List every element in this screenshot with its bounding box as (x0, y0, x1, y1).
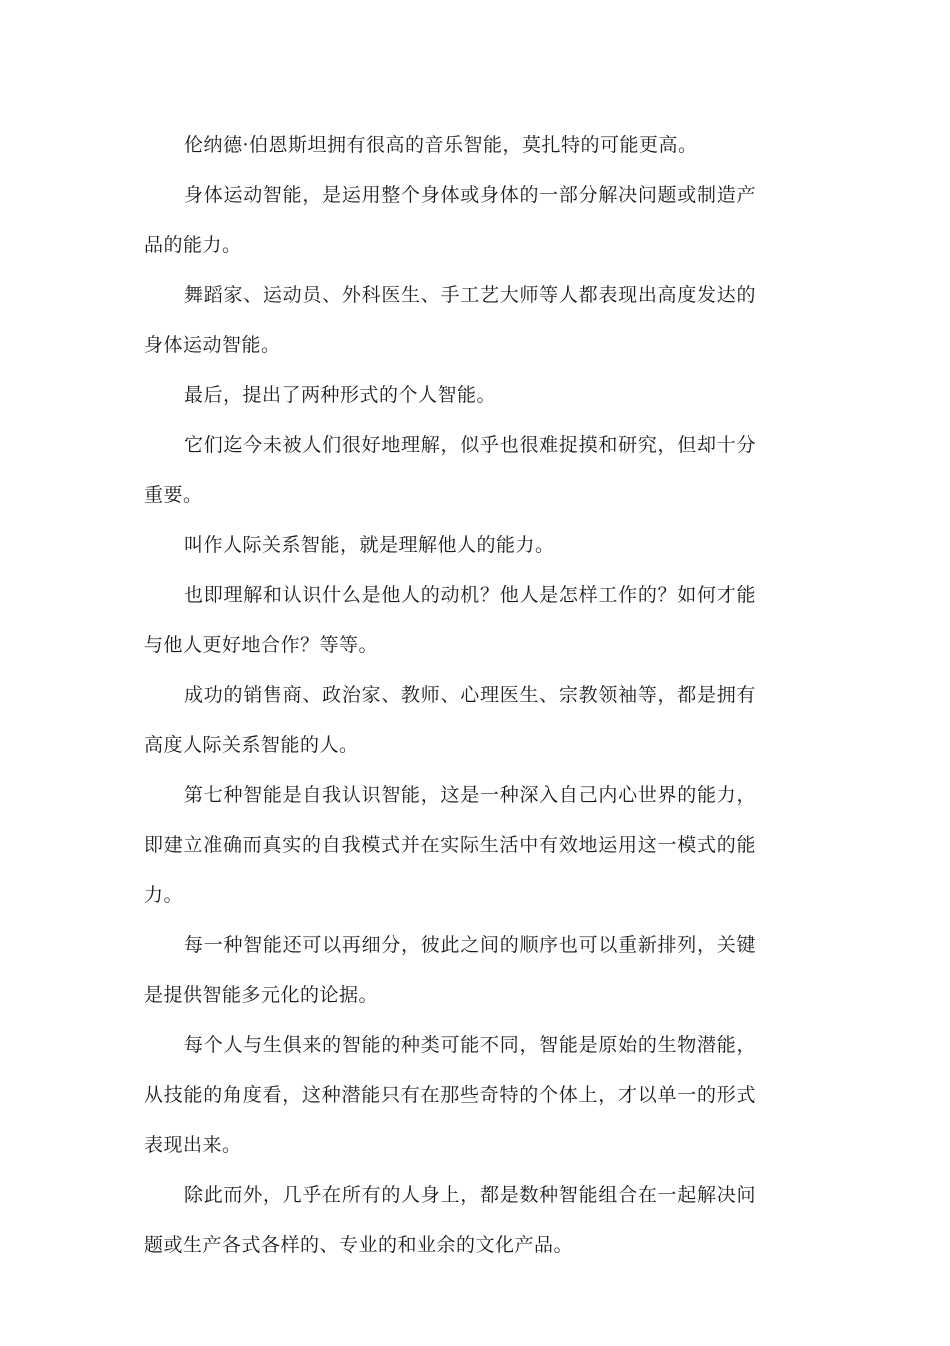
paragraph: 舞蹈家、运动员、外科医生、手工艺大师等人都表现出高度发达的身体运动智能。 (144, 284, 756, 356)
paragraph: 叫作人际关系智能，就是理解他人的能力。 (184, 534, 555, 556)
paragraph: 除此而外，几乎在所有的人身上，都是数种智能组合在一起解决问题或生产各式各样的、专业的和业余的文化产品。 (144, 1184, 756, 1256)
paragraph: 最后，提出了两种形式的个人智能。 (184, 384, 497, 406)
document-body (144, 120, 756, 1270)
paragraph: 每个人与生俱来的智能的种类可能不同，智能是原始的生物潜能，从技能的角度看，这种潜能只有在那些奇特的个体上，才以单一的形式表现出来。 (144, 1034, 756, 1156)
paragraph: 每一种智能还可以再细分，彼此之间的顺序也可以重新排列，关键是提供智能多元化的论据。 (144, 934, 756, 1006)
paragraph: 伦纳德·伯恩斯坦拥有很高的音乐智能，莫扎特的可能更高。 (184, 134, 698, 156)
paragraph: 也即理解和认识什么是他人的动机？他人是怎样工作的？如何才能与他人更好地合作？等等。 (144, 584, 756, 656)
paragraph: 身体运动智能，是运用整个身体或身体的一部分解决问题或制造产品的能力。 (144, 184, 756, 256)
paragraph: 它们迄今未被人们很好地理解，似乎也很难捉摸和研究，但却十分重要。 (144, 434, 756, 506)
paragraph: 第七种智能是自我认识智能，这是一种深入自己内心世界的能力，即建立准确而真实的自我模式并在实际生活中有效地运用这一模式的能力。 (144, 784, 756, 906)
paragraph: 成功的销售商、政治家、教师、心理医生、宗教领袖等，都是拥有高度人际关系智能的人。 (144, 684, 756, 756)
